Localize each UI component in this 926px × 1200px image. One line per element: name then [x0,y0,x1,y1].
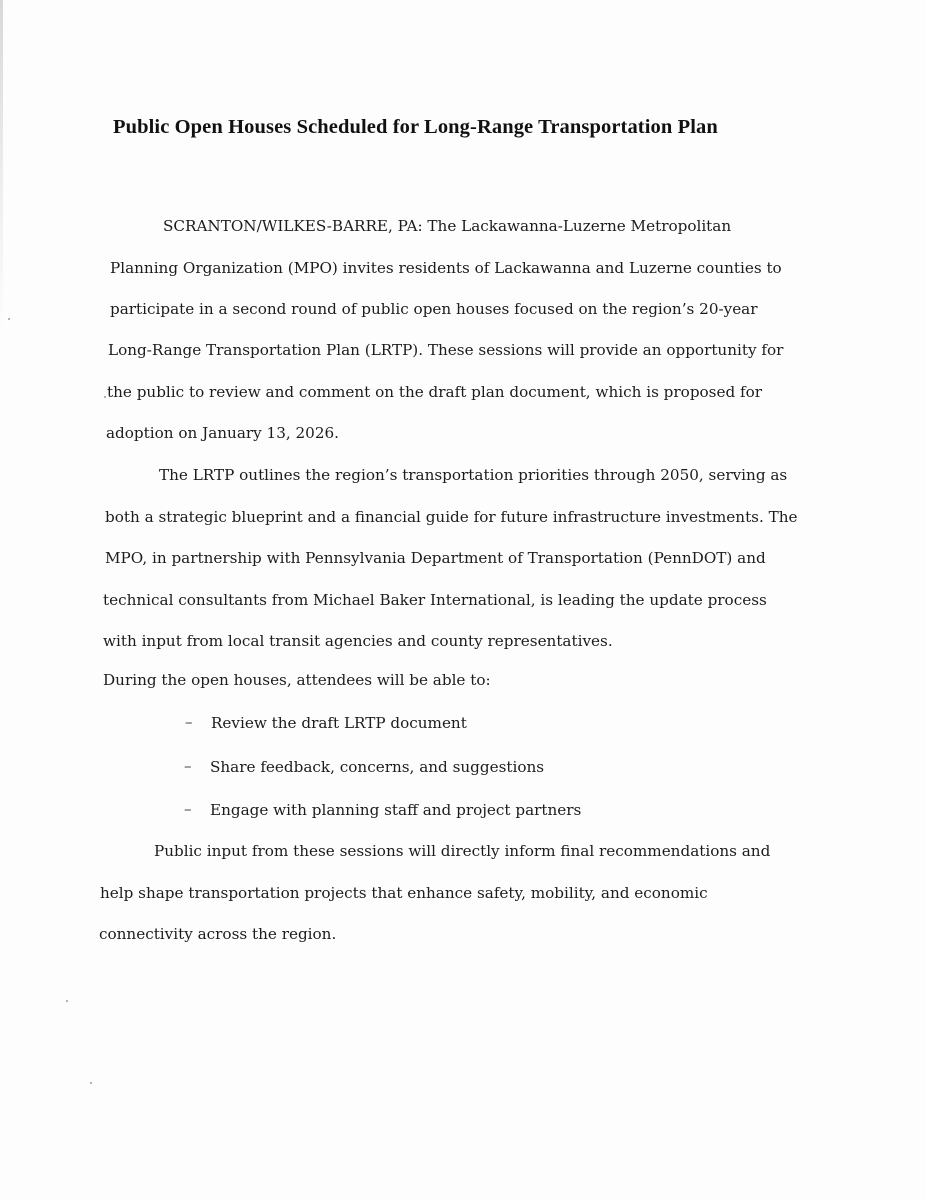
scan-speck [66,1000,68,1002]
paragraph-2-line: technical consultants from Michael Baker International, is leading the update process [103,591,767,609]
scan-speck [90,1082,92,1084]
paragraph-3-line: help shape transportation projects that enhance safety, mobility, and economic [100,884,708,902]
paragraph-3-line: Public input from these sessions will directly inform final recommendations and [154,842,771,860]
paragraph-2-line: The LRTP outlines the region’s transportation priorities through 2050, serving as [159,466,788,484]
paragraph-2-line: MPO, in partnership with Pennsylvania Department of Transportation (PennDOT) and [105,549,766,567]
paragraph-1-line: Long-Range Transportation Plan (LRTP). These sessions will provide an opportunity for [108,341,784,359]
scan-speck [8,318,10,320]
paragraph-2-line: both a strategic blueprint and a financial guide for future infrastructure investments. The [105,508,798,526]
list-bullet: – [185,713,193,731]
paragraph-2-line: with input from local transit agencies and county representatives. [103,632,613,650]
paragraph-1-line: Planning Organization (MPO) invites residents of Lackawanna and Luzerne counties to [110,259,782,277]
list-bullet: – [184,757,192,775]
list-intro: During the open houses, attendees will be able to: [103,671,491,689]
paragraph-1-line: adoption on January 13, 2026. [106,424,339,442]
paragraph-1-line: participate in a second round of public open houses focused on the region’s 20-year [110,300,758,318]
scan-speck [104,396,106,398]
list-item: Review the draft LRTP document [211,714,467,732]
list-item: Share feedback, concerns, and suggestions [210,758,545,776]
document-title: Public Open Houses Scheduled for Long-Range Transportation Plan [113,116,718,138]
paragraph-1-line: the public to review and comment on the draft plan document, which is proposed for [107,383,763,401]
paragraph-3-line: connectivity across the region. [99,925,337,943]
list-bullet: – [184,800,192,818]
list-item: Engage with planning staff and project partners [210,801,582,819]
scan-edge-artifact [0,0,3,330]
paragraph-1-line: SCRANTON/WILKES-BARRE, PA: The Lackawanna-Luzerne Metropolitan [163,217,732,235]
